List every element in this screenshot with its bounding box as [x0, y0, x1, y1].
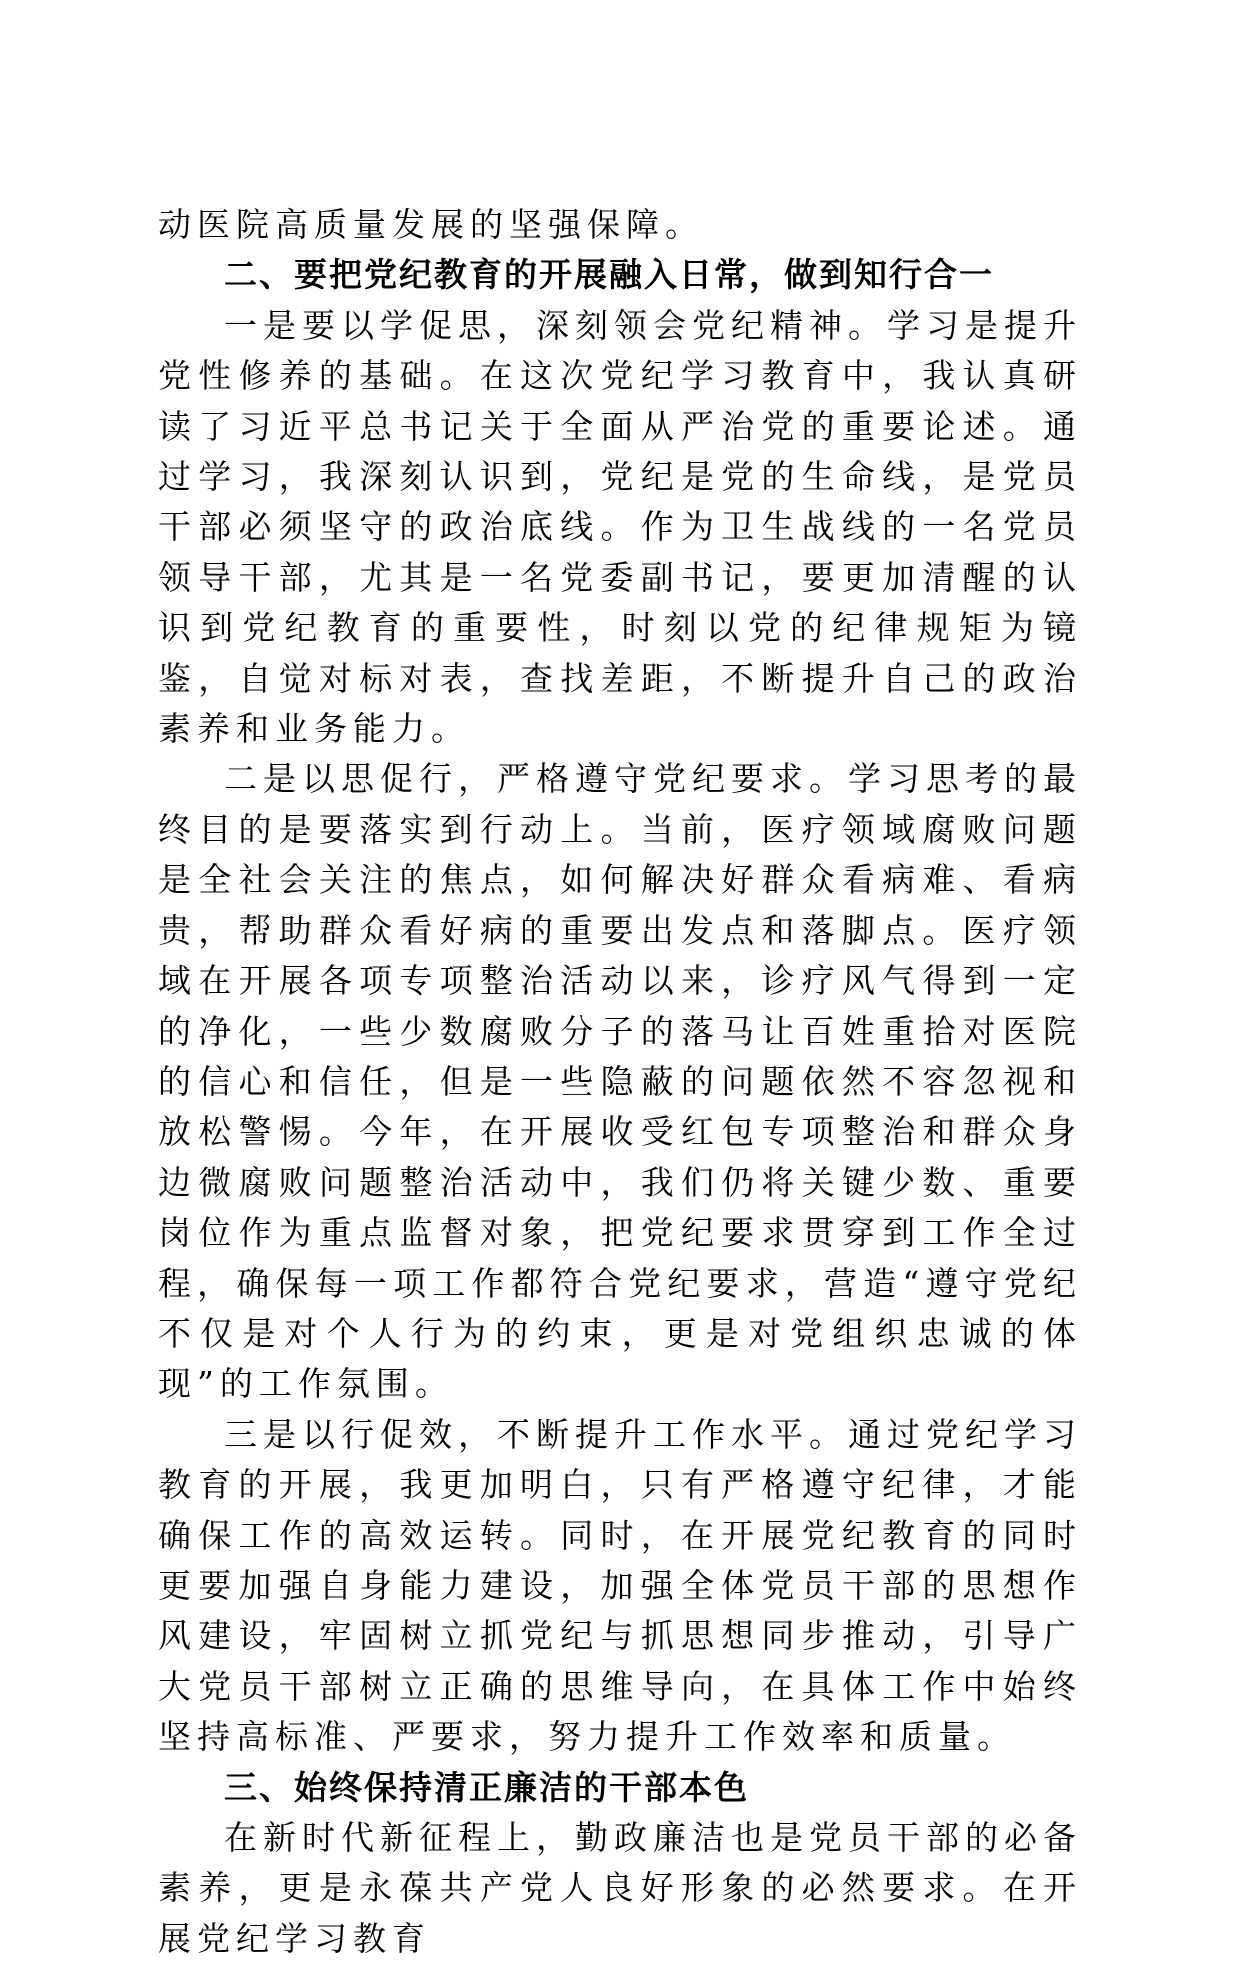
- paragraph-learning-reflection: 一是要以学促思，深刻领会党纪精神。学习是提升党性修养的基础。在这次党纪学习教育中，我认真研读了习近平总书记关于全面从严治党的重要论述。通过学习，我深刻认识到，党纪是党的生命线，是党员干部必须坚守的政治底线。作为卫生战线的一名党员领导干部，尤其是一名党委副书记，要更加清醒的认识到党纪教育的重要性，时刻以党的纪律规矩为镜鉴，自觉对标对表，查找差距，不断提升自己的政治素养和业务能力。: [158, 305, 1082, 749]
- paragraph-action-effect: 三是以行促效，不断提升工作水平。通过党纪学习教育的开展，我更加明白，只有严格遵守纪律，才能确保工作的高效运转。同时，在开展党纪教育的同时更要加强自身能力建设，加强全体党员干部的思想作风建设，牢固树立抓党纪与抓思想同步推动，引导广大党员干部树立正确的思维导向，在具体工作中始终坚持高标准、严要求，努力提升工作效率和质量。: [158, 1414, 1082, 1757]
- paragraph-reflection-action: 二是以思促行，严格遵守党纪要求。学习思考的最终目的是要落实到行动上。当前，医疗领域腐败问题是全社会关注的焦点，如何解决好群众看病难、看病贵，帮助群众看好病的重要出发点和落脚点。医疗领域在开展各项专项整治活动以来，诊疗风气得到一定的净化，一些少数腐败分子的落马让百姓重拾对医院的信心和信任，但是一些隐蔽的问题依然不容忽视和放松警惕。今年，在开展收受红包专项整治和群众身边微腐败问题整治活动中，我们仍将关键少数、重要岗位作为重点监督对象，把党纪要求贯穿到工作全过程，确保每一项工作都符合党纪要求，营造“遵守党纪不仅是对个人行为的约束，更是对党组织忠诚的体现”的工作氛围。: [158, 759, 1082, 1404]
- paragraph-continuation: 动医院高质量发展的坚强保障。: [158, 205, 704, 244]
- section-heading-two: 二、要把党纪教育的开展融入日常，做到知行合一: [224, 255, 994, 295]
- section-heading-three: 三、始终保持清正廉洁的干部本色: [224, 1767, 749, 1807]
- paragraph-integrity: 在新时代新征程上，勤政廉洁也是党员干部的必备素养，更是永葆共产党人良好形象的必然要求。在开展党纪学习教育: [158, 1818, 1082, 1958]
- document-page: [158, 200, 1082, 1964]
